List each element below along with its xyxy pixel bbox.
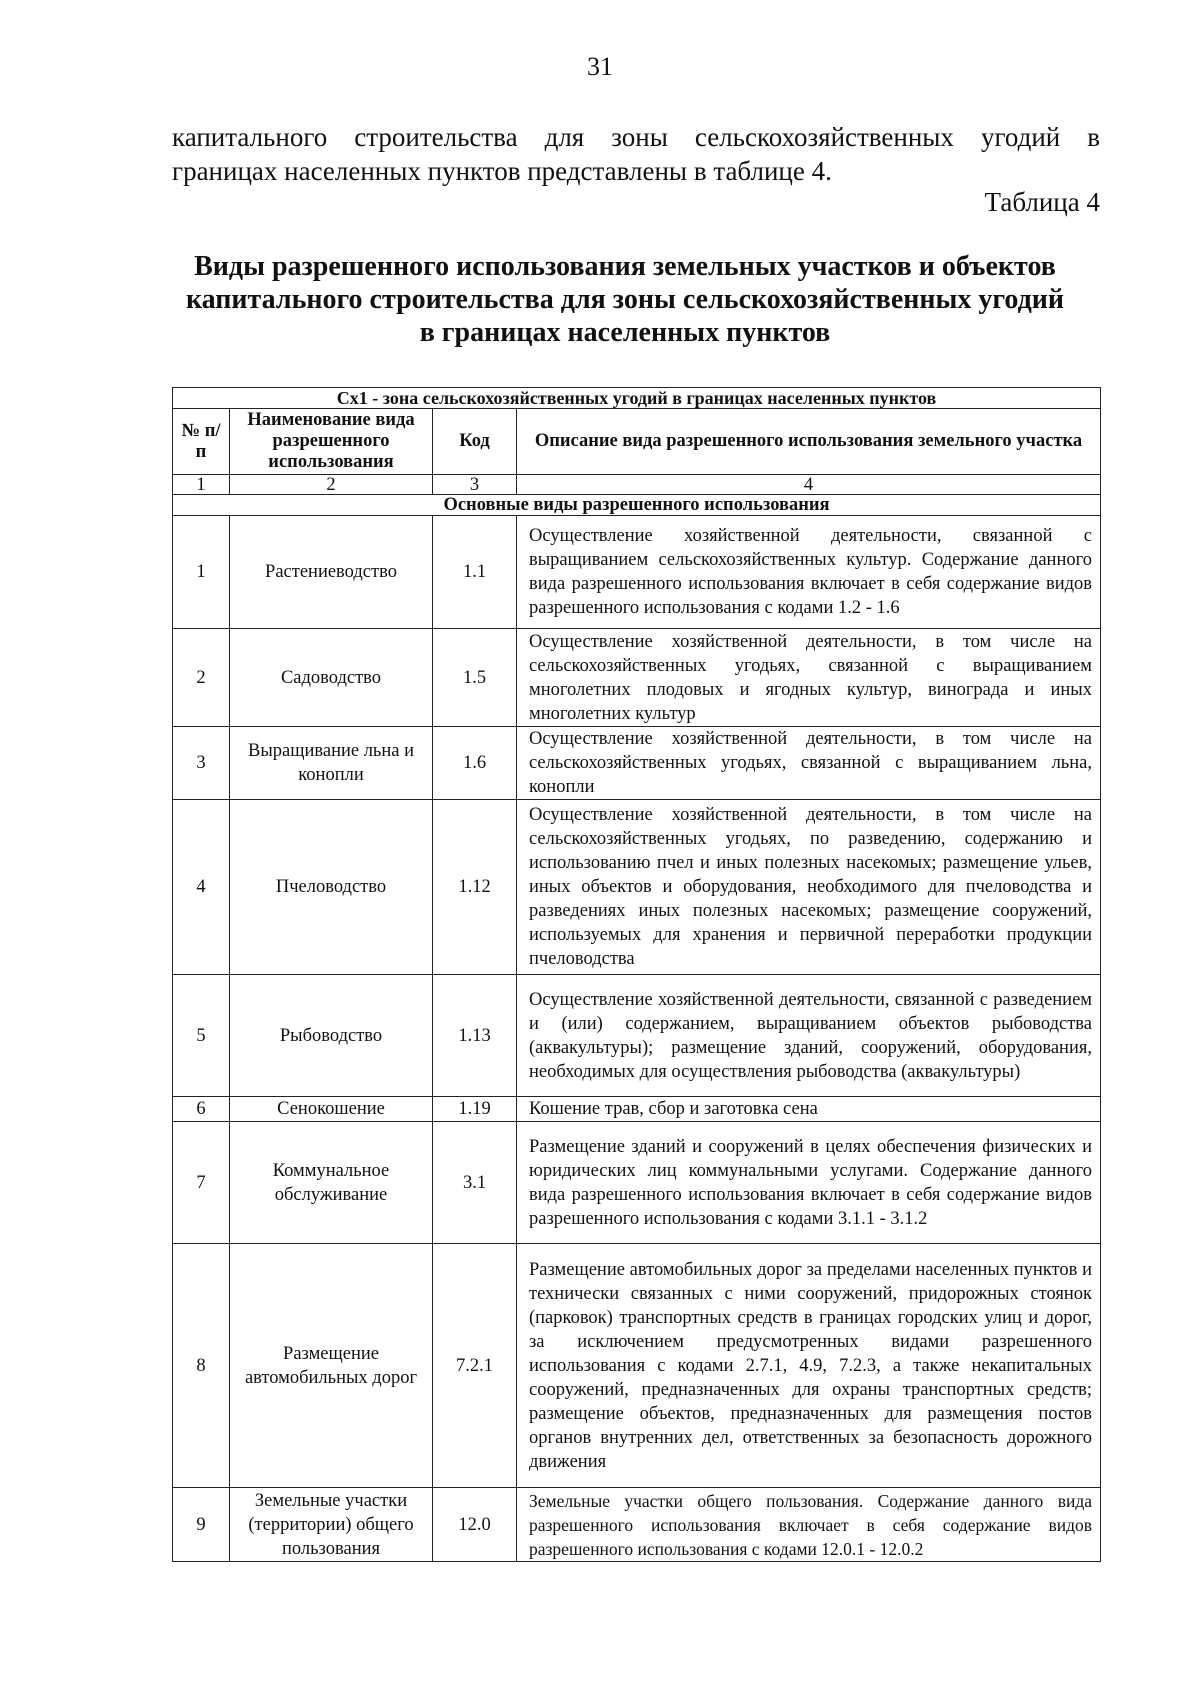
row-code: 1.5 (433, 629, 517, 727)
table-row (173, 1488, 1101, 1562)
row-name: Размещение автомобильных дорог (230, 1244, 433, 1488)
row-code: 7.2.1 (433, 1244, 517, 1488)
table-row (173, 727, 1101, 800)
row-number: 4 (173, 800, 230, 975)
table-title (150, 250, 1100, 349)
row-code: 1.19 (433, 1097, 517, 1122)
table-row (173, 975, 1101, 1097)
section-row (173, 495, 1101, 516)
row-name: Рыбоводство (230, 975, 433, 1097)
row-description: Осуществление хозяйственной деятельности, в том числе на сельскохозяйственных угодьях, связанной с выращиванием многолетних плодовых и ягодных культур, винограда и иных многолетних культур (517, 629, 1101, 727)
row-name: Садоводство (230, 629, 433, 727)
header-row (173, 409, 1101, 475)
intro-paragraph (172, 120, 1100, 188)
intro-line-2: границах населенных пунктов представлены в таблице 4. (172, 156, 832, 186)
row-code: 1.6 (433, 727, 517, 800)
header-num: № п/п (173, 409, 230, 475)
row-name: Растениеводство (230, 516, 433, 629)
row-description: Осуществление хозяйственной деятельности, в том числе на сельскохозяйственных угодьях, связанной с выращиванием льна, конопли (517, 727, 1101, 800)
header-code: Код (433, 409, 517, 475)
intro-line-1: капитального строительства для зоны сельскохозяйственных угодий в (172, 122, 1100, 152)
row-number: 2 (173, 629, 230, 727)
table-row (173, 1097, 1101, 1122)
table-label: Таблица 4 (984, 187, 1100, 217)
table-row (173, 1244, 1101, 1488)
row-number: 3 (173, 727, 230, 800)
row-code: 1.12 (433, 800, 517, 975)
section-title: Основные виды разрешенного использования (173, 495, 1101, 516)
land-use-table (172, 387, 1101, 1562)
row-description: Кошение трав, сбор и заготовка сена (517, 1097, 1101, 1122)
row-description: Осуществление хозяйственной деятельности, в том числе на сельскохозяйственных угодьях, по разведению, содержанию и использованию пчел и иных полезных насекомых; размещение ульев, иных объектов и оборудования, необходимого для пчеловодства и разведениях иных полезных насекомых; размещение сооружений, используемых для хранения и первичной переработки продукции пчеловодства (517, 800, 1101, 975)
header-description: Описание вида разрешенного использования земельного участка (517, 409, 1101, 475)
table-title-line-2: капитального строительства для зоны сельскохозяйственных угодий (185, 284, 1065, 315)
table-title-line-3: в границах населенных пунктов (419, 317, 831, 348)
row-code: 1.1 (433, 516, 517, 629)
row-name: Коммунальное обслуживание (230, 1122, 433, 1244)
row-name: Сенокошение (230, 1097, 433, 1122)
row-name: Земельные участки (территории) общего пользования (230, 1488, 433, 1562)
row-number: 1 (173, 516, 230, 629)
page-number: 31 (587, 52, 613, 81)
table-row (173, 516, 1101, 629)
row-name: Пчеловодство (230, 800, 433, 975)
row-description: Осуществление хозяйственной деятельности, связанной с выращиванием сельскохозяйственных культур. Содержание данного вида разрешенного использования включает в себя содержание видов разрешенного использования с кодами 1.2 - 1.6 (517, 516, 1101, 629)
table-row (173, 1122, 1101, 1244)
table-row (173, 800, 1101, 975)
zone-title: Сх1 - зона сельскохозяйственных угодий в границах населенных пунктов (173, 388, 1101, 409)
row-number: 7 (173, 1122, 230, 1244)
row-number: 9 (173, 1488, 230, 1562)
header-name: Наименование вида разрешенного использования (230, 409, 433, 475)
row-description: Размещение зданий и сооружений в целях обеспечения физических и юридических лиц коммунальными услугами. Содержание данного вида разрешенного использования включает в себя содержание видов разрешенного использования с кодами 3.1.1 - 3.1.2 (517, 1122, 1101, 1244)
column-number: 1 (173, 475, 230, 495)
zone-title-row (173, 388, 1101, 409)
table-title-line-1: Виды разрешенного использования земельных участков и объектов (194, 251, 1056, 282)
row-code: 3.1 (433, 1122, 517, 1244)
row-number: 5 (173, 975, 230, 1097)
table-row (173, 629, 1101, 727)
column-number: 4 (517, 475, 1101, 495)
row-code: 1.13 (433, 975, 517, 1097)
column-number: 2 (230, 475, 433, 495)
row-description: Осуществление хозяйственной деятельности, связанной с разведением и (или) содержанием, выращиванием объектов рыбоводства (аквакультуры); размещение зданий, сооружений, оборудования, необходимых для осуществления рыбоводства (аквакультуры) (517, 975, 1101, 1097)
column-number: 3 (433, 475, 517, 495)
row-description: Земельные участки общего пользования. Содержание данного вида разрешенного использования включает в себя содержание видов разрешенного использования с кодами 12.0.1 - 12.0.2 (517, 1488, 1101, 1562)
row-number: 8 (173, 1244, 230, 1488)
row-name: Выращивание льна и конопли (230, 727, 433, 800)
column-number-row (173, 475, 1101, 495)
row-description: Размещение автомобильных дорог за пределами населенных пунктов и технически связанных с ними сооружений, придорожных стоянок (парковок) транспортных средств в границах городских улиц и дорог, за исключением предусмотренных видами разрешенного использования с кодами 2.7.1, 4.9, 7.2.3, а также некапитальных сооружений, предназначенных для охраны транспортных средств; размещение объектов, предназначенных для размещения постов органов внутренних дел, ответственных за безопасность дорожного движения (517, 1244, 1101, 1488)
row-number: 6 (173, 1097, 230, 1122)
row-code: 12.0 (433, 1488, 517, 1562)
